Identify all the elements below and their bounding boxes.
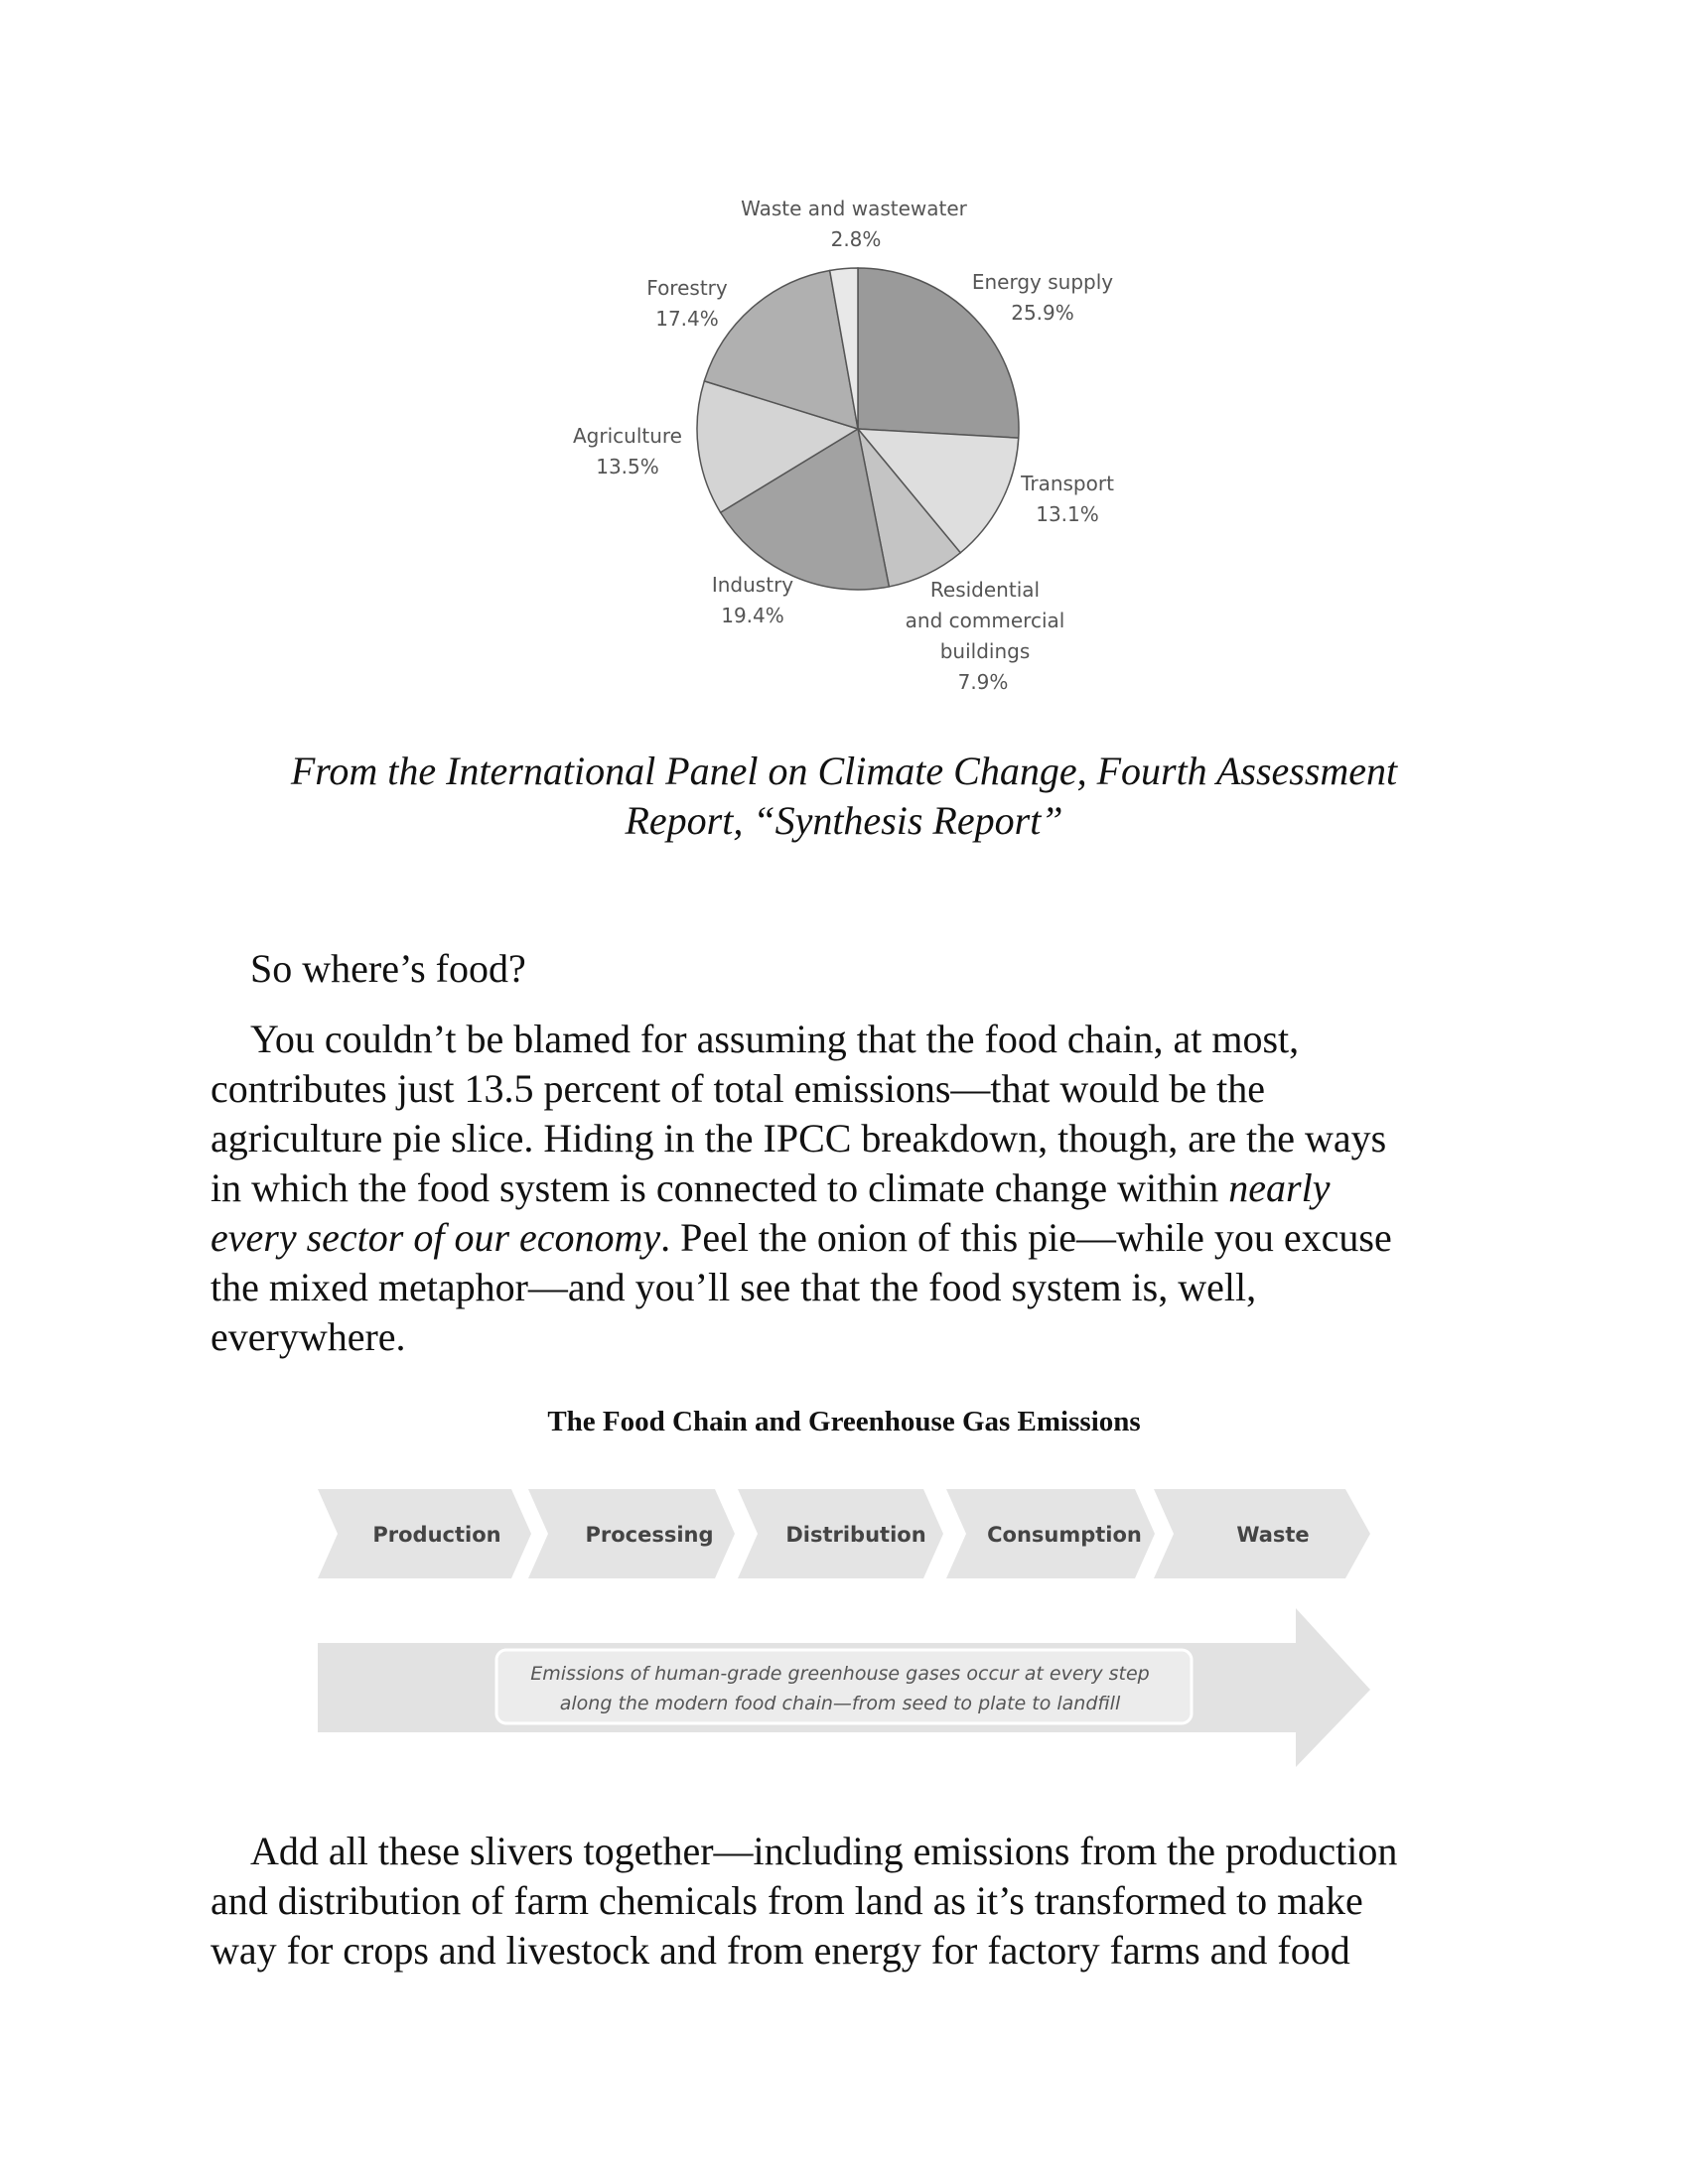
p3-line-3: way for crops and livestock and from energy for factory farms and food — [211, 1928, 1350, 1973]
paragraph-3 — [211, 1827, 1501, 1976]
emissions-pie-chart — [0, 0, 1688, 754]
step-label-production: Production — [372, 1523, 501, 1547]
p2-line-4: in which the food system is connected to climate change within — [211, 1165, 1229, 1210]
slice-label-residential: Residential and commercial buildings — [905, 578, 1065, 663]
paragraph-2 — [211, 1015, 1501, 1362]
figure-caption — [199, 747, 1489, 846]
step-label-distribution: Distribution — [785, 1523, 926, 1547]
emissions-note-line-1: Emissions of human-grade greenhouse gases occur at every step — [530, 1663, 1150, 1685]
paragraph-1 — [211, 944, 1501, 994]
step-label-processing: Processing — [585, 1523, 714, 1547]
slice-label-energy: Energy supply — [971, 270, 1114, 294]
slice-value-waste: 2.8% — [830, 227, 882, 251]
p2-line-5: . Peel the onion of this pie—while you excuse — [660, 1215, 1392, 1260]
slice-label-transport: Transport — [1021, 472, 1114, 495]
caption-line-2: Report, “Synthesis Report” — [625, 798, 1063, 843]
paragraph-1-text: So where’s food? — [250, 946, 526, 991]
slice-value-forestry: 17.4% — [655, 307, 719, 331]
p2-line-4-emphasis: nearly — [1228, 1165, 1331, 1210]
p2-line-6: the mixed metaphor—and you’ll see that the food system is, well, — [211, 1265, 1257, 1309]
caption-line-1: From the International Panel on Climate Change, Fourth Assessment — [290, 749, 1398, 793]
slice-label-agriculture: Agriculture — [573, 424, 682, 448]
slice-label-waste: Waste and wastewater — [741, 197, 967, 220]
slice-value-energy: 25.9% — [1011, 301, 1074, 325]
p2-line-3: agriculture pie slice. Hiding in the IPCC breakdown, though, are the ways — [211, 1116, 1387, 1160]
slice-label-forestry: Forestry — [646, 276, 728, 300]
slice-value-agriculture: 13.5% — [596, 455, 659, 478]
food-chain-diagram — [0, 1469, 1688, 1787]
slice-value-transport: 13.1% — [1036, 502, 1099, 526]
p2-line-5-emphasis: every sector of our economy — [211, 1215, 661, 1260]
p2-line-7: everywhere. — [211, 1314, 406, 1359]
step-label-waste: Waste — [1236, 1523, 1310, 1547]
p3-line-1: Add all these slivers together—including emissions from the production — [250, 1829, 1398, 1873]
slice-value-industry: 19.4% — [721, 604, 784, 627]
p2-line-2: contributes just 13.5 percent of total emissions—that would be the — [211, 1066, 1266, 1111]
p3-line-2: and distribution of farm chemicals from land as it’s transformed to make — [211, 1878, 1363, 1923]
slice-value-residential: 7.9% — [957, 670, 1009, 694]
slice-label-industry: Industry — [711, 573, 794, 597]
emissions-note-line-2: along the modern food chain—from seed to plate to landfill — [559, 1693, 1121, 1714]
p2-line-1: You couldn’t be blamed for assuming that the food chain, at most, — [250, 1017, 1300, 1061]
step-label-consumption: Consumption — [987, 1523, 1142, 1547]
pie-slices — [697, 268, 1019, 590]
diagram-title: The Food Chain and Greenhouse Gas Emissions — [547, 1406, 1141, 1437]
